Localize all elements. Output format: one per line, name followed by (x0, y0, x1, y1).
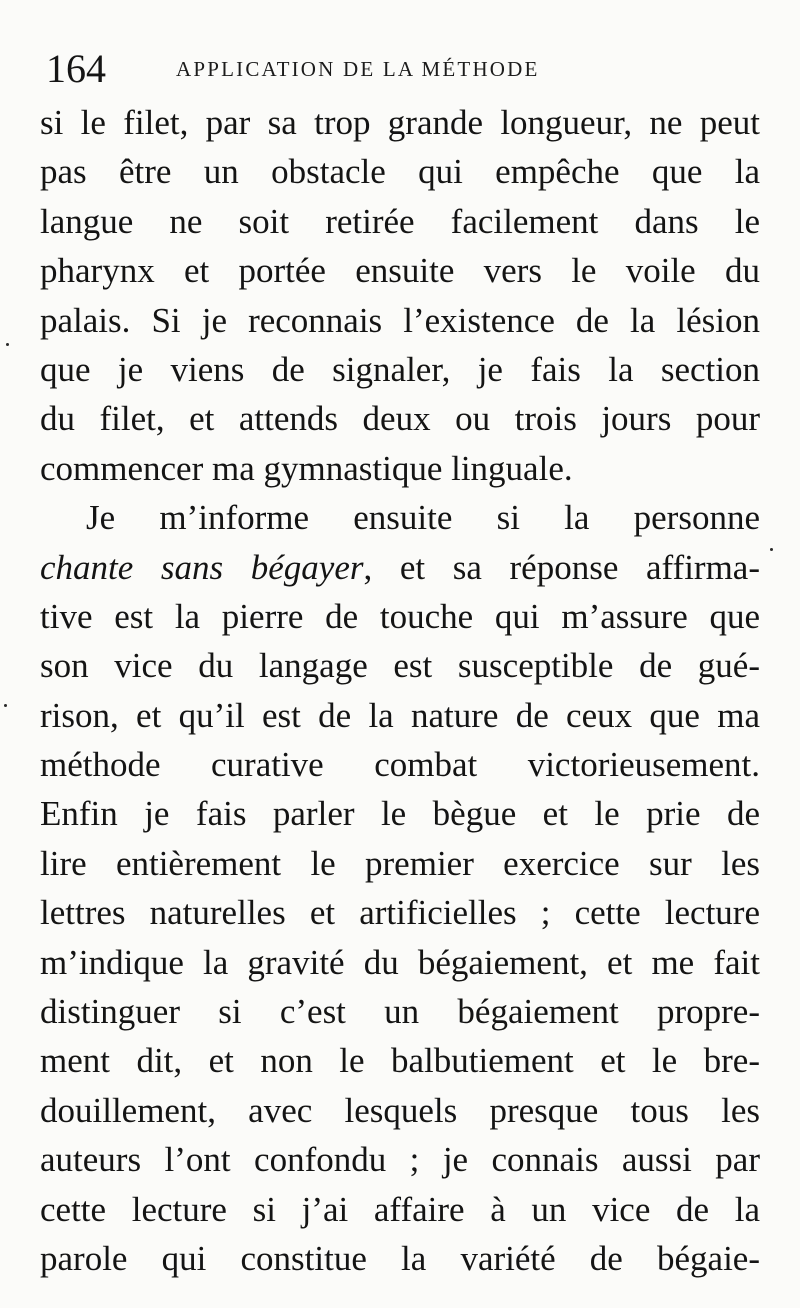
text-line: ment dit, et non le balbutiement et le bre- (40, 1041, 760, 1081)
text-line: pas être un obstacle qui empêche que la (40, 152, 760, 192)
text-line: lettres naturelles et artificielles ; cette lecture (40, 893, 760, 933)
text-line: lire entièrement le premier exercice sur les (40, 843, 760, 883)
text-line: Enfin je fais parler le bègue et le prie de (40, 794, 760, 834)
text-line-rest: , et sa réponse affirma- (363, 547, 760, 587)
text-line: palais. Si je reconnais l’existence de la lésion (40, 300, 760, 340)
margin-speck (6, 343, 9, 346)
text-line: méthode curative combat victorieusement. (40, 745, 760, 785)
text-line: tive est la pierre de touche qui m’assure que (40, 596, 760, 636)
margin-speck (4, 704, 7, 707)
text-line: auteurs l’ont confondu ; je connais aussi par (40, 1140, 760, 1180)
margin-speck (770, 548, 773, 551)
paragraph-start-line: Je m’informe ensuite si la personne (86, 498, 760, 538)
text-line: pharynx et portée ensuite vers le voile du (40, 251, 760, 291)
text-line: cette lecture si j’ai affaire à un vice de la (40, 1189, 760, 1229)
text-line: son vice du langage est susceptible de gué- (40, 646, 760, 686)
italic-phrase: chante sans bégayer (40, 547, 364, 587)
text-line: langue ne soit retirée facilement dans le (40, 201, 760, 241)
text-line: rison, et qu’il est de la nature de ceux que ma (40, 695, 760, 735)
text-line: m’indique la gravité du bégaiement, et me fait (40, 942, 760, 982)
text-line: si le filet, par sa trop grande longueur, ne peut (40, 103, 760, 142)
text-line: que je viens de signaler, je fais la section (40, 349, 760, 389)
page-header (40, 44, 760, 94)
text-line: parole qui constitue la variété de bégaie- (40, 1238, 760, 1278)
text-line: commencer ma gymnastique linguale. (40, 448, 573, 488)
page-number: 164 (46, 46, 106, 91)
running-head: APPLICATION DE LA MÉTHODE (176, 57, 540, 81)
text-line: douillement, avec lesquels presque tous les (40, 1090, 760, 1130)
text-line: distinguer si c’est un bégaiement propre- (40, 992, 760, 1032)
text-line: du filet, et attends deux ou trois jours pour (40, 399, 760, 439)
body-text (40, 98, 760, 1283)
text-line-with-italic (40, 543, 760, 592)
